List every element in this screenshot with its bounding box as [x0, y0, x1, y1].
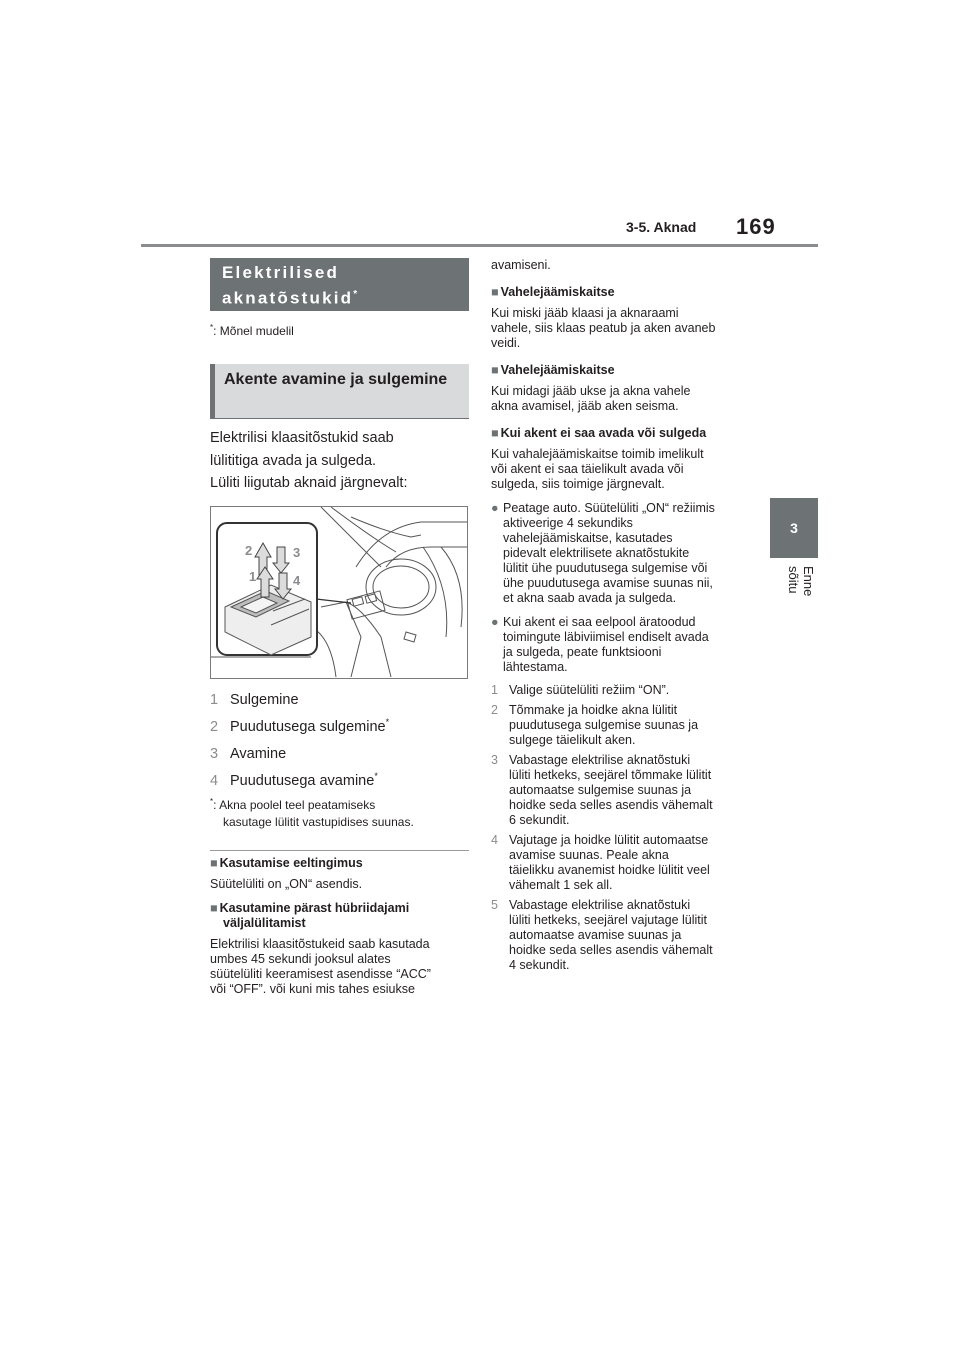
header-rule	[141, 244, 818, 247]
bullet-dot-icon: ●	[491, 615, 499, 629]
continued-text: avamiseni.	[491, 258, 551, 272]
chapter-heading-text: Elektrilised aknatõstukid	[222, 263, 354, 308]
precondition-heading: ■ Kasutamise eeltingimus	[210, 856, 363, 870]
section-title: 3-5. Aknad	[626, 219, 697, 235]
square-bullet-icon: ■	[210, 856, 218, 870]
after-shutdown-heading: ■ Kasutamine pärast hübriidajami	[210, 901, 410, 915]
footnote-star: *	[210, 323, 214, 332]
jam-protection-text: Kui miski jääb klaasi ja aknaraami vahele, siis klaas peatub ja aken avaneb veidi.	[491, 306, 716, 350]
intro-line: Lüliti liigutab aknaid järgnevalt:	[210, 475, 408, 491]
chapter-tab	[770, 498, 818, 558]
precondition-text: Süütelüliti on „ON“ asendis.	[210, 877, 363, 891]
model-footnote	[210, 323, 294, 338]
window-switch-illustration	[210, 506, 468, 679]
step-number: 1	[491, 683, 498, 697]
item-text: Sulgemine	[230, 691, 299, 708]
items-footnote	[210, 793, 470, 831]
figure-label-2: 2	[245, 543, 253, 558]
step-item: 5 Vabastage elektrilise aknatõstuki lüliti hetkeks, seejärel vajutage lülitit automaatse avamise suunas ja hoidke seda selles asendis vähemalt 4 sekundit.	[491, 898, 713, 972]
square-bullet-icon: ■	[491, 363, 499, 377]
jam-protection-block	[491, 285, 756, 351]
subsection-heading-text: Akente avamine ja sulgemine	[224, 371, 448, 388]
footnote-text: : Mõnel mudelil	[213, 324, 294, 338]
note-line: : Akna poolel teel peatamiseks	[213, 798, 376, 812]
bullet-dot-icon: ●	[491, 501, 499, 515]
step-number: 2	[491, 703, 498, 717]
step-item: 2 Tõmmake ja hoidke akna lülitit puudutusega sulgemise suunas ja sulgege täielikult aken.	[491, 703, 699, 747]
step-number: 3	[491, 753, 498, 767]
heading-underline	[210, 418, 469, 419]
page-number: 169	[736, 214, 776, 239]
figure-label-4: 4	[293, 573, 301, 588]
intro-line: Elektrilisi klaasitõstukid saab	[210, 430, 394, 446]
step-item: 1 Valige süütelüliti režiim “ON”.	[491, 683, 670, 697]
intro-line: lülititiga avada ja sulgeda.	[210, 453, 377, 469]
jam-protection-heading: ■ Vahelejäämiskaitse	[491, 285, 615, 299]
chapter-heading	[210, 258, 469, 311]
list-item	[210, 767, 470, 790]
square-bullet-icon: ■	[210, 901, 218, 915]
chapter-label-box	[760, 566, 830, 626]
bullet-item: ● Kui akent ei saa eelpool äratoodud toimingute läbiviimisel endiselt avada ja sulgeda, peate funktsiooni lähtestama.	[491, 615, 709, 674]
item-text: Puudutusega sulgemine	[230, 718, 386, 735]
precondition-block	[210, 856, 470, 892]
after-shutdown-text: Elektrilisi klaasitõstukeid saab kasutada umbes 45 sekundi jooksul alates süütelüliti keeramisest asendisse “ACC” või “OFF”. või kuni mis tahes esiukse	[210, 937, 431, 996]
item-text: Puudutusega avamine	[230, 772, 375, 789]
item-number: 2	[210, 718, 219, 735]
right-column	[491, 258, 756, 973]
troubleshoot-block	[491, 426, 756, 492]
after-shutdown-heading-cont: väljalülitamist	[223, 916, 306, 930]
door-jam-text: Kui midagi jääb ukse ja akna vahele akna avamisel, jääb aken seisma.	[491, 384, 691, 413]
heading-star: *	[353, 289, 358, 300]
door-jam-block	[491, 363, 756, 414]
illustration-svg	[211, 507, 467, 678]
item-text: Avamine	[230, 745, 287, 762]
square-bullet-icon: ■	[491, 426, 499, 440]
note-line: kasutage lülitit vastupidises suunas.	[223, 815, 414, 829]
section-divider	[210, 850, 469, 851]
note-star: *	[210, 797, 214, 806]
step-item: 3 Vabastage elektrilise aknatõstuki lüliti hetkeks, seejärel tõmmake lülitit automaatse sulgemise suunas ja hoidke seda selles asendis vähemalt 6 sekundit.	[491, 753, 713, 827]
item-number: 3	[210, 745, 219, 762]
step-number: 5	[491, 898, 498, 912]
figure-label-3: 3	[293, 545, 301, 560]
list-item	[210, 740, 470, 763]
square-bullet-icon: ■	[491, 285, 499, 299]
step-number: 4	[491, 833, 498, 847]
item-number: 1	[210, 691, 219, 708]
door-jam-heading: ■ Vahelejäämiskaitse	[491, 363, 615, 377]
subsection-heading	[210, 364, 469, 418]
troubleshoot-text: Kui vahalejäämiskaitse toimib imelikult või akent ei saa täielikult avada või sulgeda, siis toimige järgnevalt.	[491, 447, 704, 491]
bullet-item: ● Peatage auto. Süütelüliti „ON“ režiimis aktiveerige 4 sekundiks vahelejäämiskaitse, kasutades pidevalt elektrilisete aknatõstukite lülitit ühe puudutusega sulgemise või ühe puudutusega avamise suunas nii, et akna saab avada ja sulgeda.	[491, 501, 715, 605]
step-item: 4 Vajutage ja hoidke lülitit automaatse avamise suunas. Peale akna täielikku avanemist hoidke lülitit veel vähemalt 1 sek all.	[491, 833, 710, 892]
item-star: *	[385, 717, 390, 727]
heading-accent-bar	[210, 364, 215, 418]
figure-label-1: 1	[249, 569, 257, 584]
chapter-number: 3	[790, 520, 798, 536]
item-number: 4	[210, 772, 219, 789]
list-item	[210, 686, 470, 709]
chapter-label: Enne sõitu	[786, 566, 816, 597]
after-shutdown-block	[210, 901, 472, 997]
troubleshoot-heading: ■ Kui akent ei saa avada või sulgeda	[491, 426, 707, 440]
item-star: *	[374, 771, 378, 781]
list-item	[210, 713, 470, 736]
